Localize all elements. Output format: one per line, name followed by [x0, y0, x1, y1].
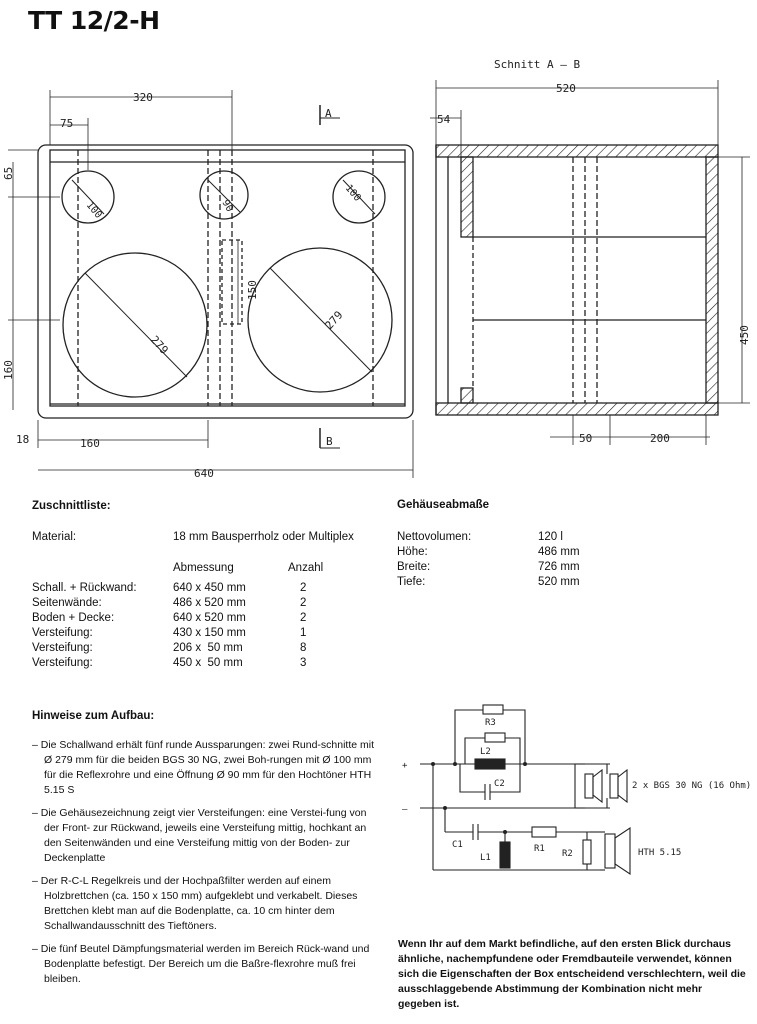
assembly-section — [32, 709, 380, 995]
cutlist-qty: 2 — [300, 582, 307, 594]
dim-320: 320 — [133, 91, 153, 104]
dim-port-left: 100 — [83, 199, 104, 221]
schem-r2: R2 — [562, 849, 573, 859]
cutlist-dim: 450 x 50 mm — [173, 657, 243, 669]
dim-200: 200 — [650, 432, 670, 445]
schem-woofer-label: 2 x BGS 30 NG (16 Ohm) — [632, 781, 752, 791]
cutlist-qty: 1 — [300, 627, 307, 639]
dim-640: 640 — [194, 467, 214, 480]
dim-75: 75 — [60, 117, 74, 130]
cutlist-col-qty: Anzahl — [288, 562, 324, 574]
material-label: Material: — [32, 531, 77, 543]
schem-r1: R1 — [534, 844, 545, 854]
cutlist-qty: 2 — [300, 612, 307, 624]
cutlist-title: Zuschnittliste: — [32, 500, 111, 512]
section-label: Schnitt A – B — [494, 58, 581, 71]
cutlist-col-dim: Abmessung — [173, 562, 234, 574]
dim-160-left: 160 — [2, 360, 15, 380]
dim-brace-150: 150 — [246, 280, 259, 300]
enclosure-value: 486 mm — [538, 546, 580, 558]
dim-50: 50 — [579, 432, 593, 445]
section-a-marker: A — [325, 107, 332, 120]
port-middle — [200, 171, 248, 219]
dim-woofer-left: 279 — [147, 333, 171, 357]
enclosure-label: Tiefe: — [397, 576, 426, 588]
cutlist-part: Versteifung: — [32, 627, 93, 639]
dim-woofer-right: 279 — [322, 308, 346, 333]
schem-c2: C2 — [494, 779, 505, 789]
enclosure-title: Gehäuseabmaße — [397, 499, 490, 511]
material-value: 18 mm Bausperrholz oder Multiplex — [173, 531, 354, 543]
assembly-note: – Der R-C-L Regelkreis und der Hochpaßfilter werden auf einem Holzbrettchen (ca. 150 x 150 mm) aufgeklebt und verkabelt. Dieses Brettchen klebt man auf die Bodenplatte, ca. 10 cm hinter dem Schallwandausschnitt des Tieftöners. — [32, 875, 358, 932]
enclosure-label: Breite: — [397, 561, 431, 573]
cutlist-part: Seitenwände: — [32, 597, 102, 609]
cutlist-dim: 640 x 450 mm — [173, 582, 246, 594]
schem-plus: + — [402, 761, 408, 771]
page-title: TT 12/2-H — [28, 6, 160, 35]
disclaimer: Wenn Ihr auf dem Markt befindliche, auf den ersten Blick durchaus ähnliche, nachempfundene oder Fremdbauteile verwendet, können sich die Eigenschaften der Box entscheidend verschlechtern, weil die ausschlaggebende Abstimmung der Kombination nicht mehr gegeben ist. — [398, 938, 746, 1010]
schem-tweeter-label: HTH 5.15 — [638, 848, 682, 858]
schem-l1: L1 — [480, 853, 491, 863]
enclosure-label: Höhe: — [397, 546, 428, 558]
cutlist-qty: 2 — [300, 597, 307, 609]
assembly-title: Hinweise zum Aufbau: — [32, 710, 155, 722]
dim-520: 520 — [556, 82, 576, 95]
dim-54: 54 — [437, 113, 451, 126]
schem-r3: R3 — [485, 718, 496, 728]
dim-160-bottom: 160 — [80, 437, 100, 450]
assembly-note: – Die Schallwand erhält fünf runde Aussparungen: zwei Rund-schnitte mit Ø 279 mm für die beiden BGS 30 NG, zwei Boh-rungen mit Ø 100 mm für die Reflexrohre und eine Öffnung Ø 90 mm für den Hochtöner HTH 5.15 S — [32, 739, 375, 796]
dim-port-middle: 90 — [219, 198, 235, 214]
front-outer-panel — [38, 145, 413, 418]
cutlist-part: Schall. + Rückwand: — [32, 582, 137, 594]
schem-c1: C1 — [452, 840, 463, 850]
assembly-note: – Die fünf Beutel Dämpfungsmaterial werden im Bereich Rück-wand und Bodenplatte befestigt. Der Bereich um die Baßre-flexrohre muß frei bleiben. — [32, 943, 370, 985]
schem-l2: L2 — [480, 747, 491, 757]
cutlist-qty: 3 — [300, 657, 307, 669]
cutlist-dim: 206 x 50 mm — [173, 642, 243, 654]
assembly-note: – Die Gehäusezeichnung zeigt vier Versteifungen: eine Verstei-fung von der Front- zur Rückwand, jeweils eine Versteifung mittig, hochkant an den Seitenwänden und eine Versteifung mittig von der Boden- zur Deckenplatte — [32, 807, 367, 864]
cutlist-dim: 640 x 520 mm — [173, 612, 246, 624]
section-view — [430, 80, 750, 445]
dim-65: 65 — [2, 166, 15, 180]
cutlist-part: Versteifung: — [32, 642, 93, 654]
schem-minus: – — [402, 805, 408, 815]
cutlist-part: Versteifung: — [32, 657, 93, 669]
cutlist-part: Boden + Decke: — [32, 612, 115, 624]
dim-port-right: 100 — [342, 182, 363, 204]
front-view — [8, 90, 413, 478]
cutlist-qty: 8 — [300, 642, 307, 654]
cutlist-dim: 430 x 150 mm — [173, 627, 246, 639]
dim-18: 18 — [16, 433, 30, 446]
enclosure-value: 520 mm — [538, 576, 580, 588]
enclosure-value: 120 l — [538, 531, 563, 543]
section-b-marker: B — [326, 435, 333, 448]
cutlist-dim: 486 x 520 mm — [173, 597, 246, 609]
enclosure-value: 726 mm — [538, 561, 580, 573]
dim-450: 450 — [738, 325, 751, 345]
enclosure-label: Nettovolumen: — [397, 531, 472, 543]
